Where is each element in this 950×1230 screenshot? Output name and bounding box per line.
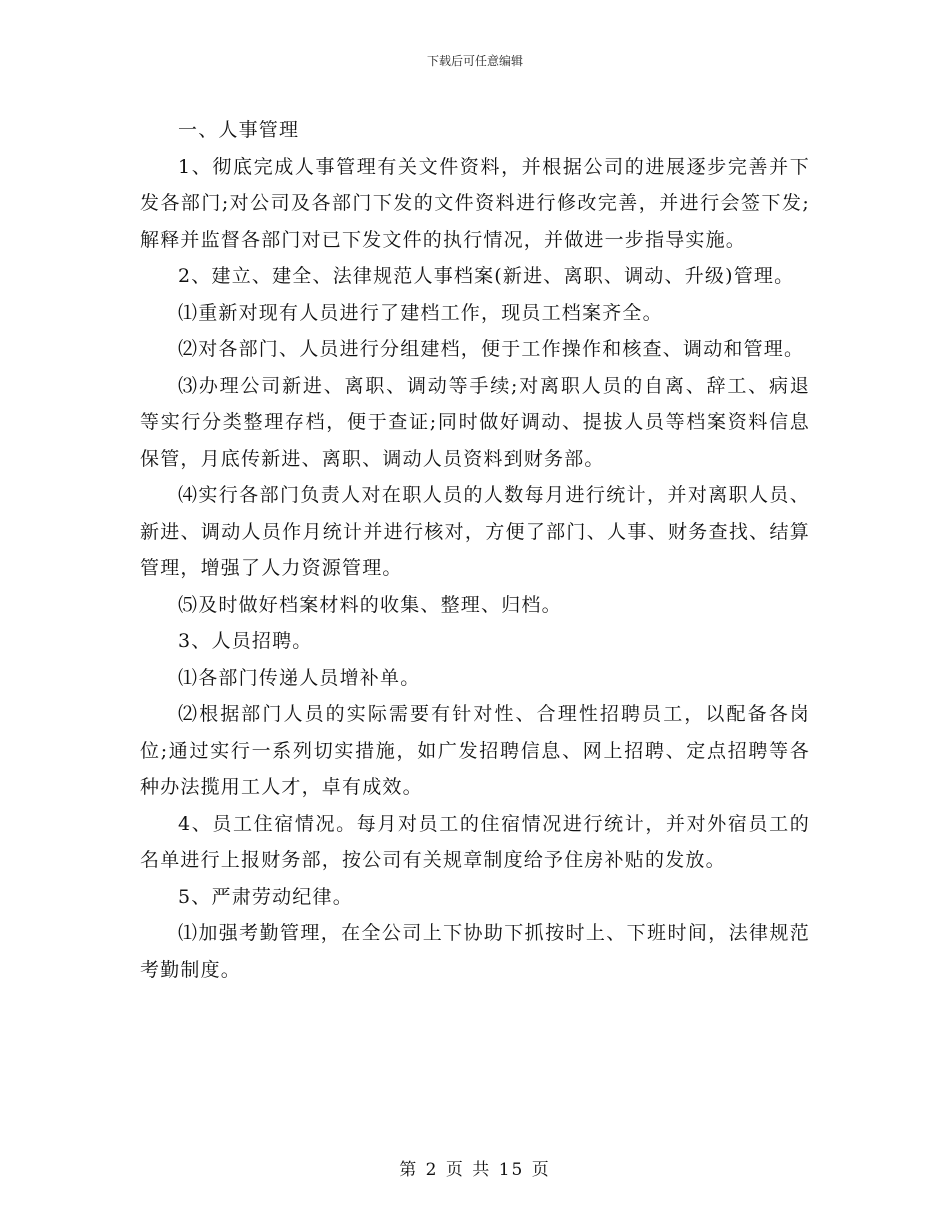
paragraph-item-5: 5、严肃劳动纪律。	[178, 885, 353, 908]
paragraph-subitem-2-1: ⑴重新对现有人员进行了建档工作，现员工档案齐全。	[178, 301, 663, 324]
paragraph-item-3: 3、人员招聘。	[178, 630, 313, 652]
page-header: 下载后可任意编辑	[426, 54, 523, 68]
paragraph-subitem-2-2: ⑵对各部门、人员进行分组建档，便于工作操作和核查、调动和管理。	[178, 338, 805, 360]
paragraph-subitem-3-1: ⑴各部门传递人员增补单。	[178, 666, 421, 689]
document-body	[140, 112, 810, 988]
paragraph-item-1: 1、彻底完成人事管理有关文件资料，并根据公司的进展逐步完善并下发各部门;对公司及各部门下发的文件资料进行修改完善，并进行会签下发;解释并监督各部门对已下发文件的执行情况，并做进一步指导实施。	[140, 155, 810, 251]
paragraph-subitem-2-4: ⑷实行各部门负责人对在职人员的人数每月进行统计，并对离职人员、新进、调动人员作月统计并进行核对，方便了部门、人事、财务查找、结算管理，增强了人力资源管理。	[140, 484, 810, 579]
paragraph-subitem-3-2: ⑵根据部门人员的实际需要有针对性、合理性招聘员工，以配备各岗位;通过实行一系列切实措施，如广发招聘信息、网上招聘、定点招聘等各种办法揽用工人才，卓有成效。	[140, 703, 810, 798]
paragraph-subitem-2-3: ⑶办理公司新进、离职、调动等手续;对离职人员的自离、辞工、病退等实行分类整理存档，便于查证;同时做好调动、提拔人员等档案资料信息保管，月底传新进、离职、调动人员资料到财务部。	[140, 374, 810, 470]
page-number-footer: 第 2 页 共 15 页	[399, 1160, 551, 1180]
paragraph-item-4: 4、员工住宿情况。每月对员工的住宿情况进行统计，并对外宿员工的名单进行上报财务部，按公司有关规章制度给予住房补贴的发放。	[140, 812, 810, 871]
paragraph-subitem-2-5: ⑸及时做好档案材料的收集、整理、归档。	[178, 593, 562, 616]
paragraph-item-2: 2、建立、建全、法律规范人事档案(新进、离职、调动、升级)管理。	[178, 265, 795, 287]
section-heading-personnel: 一、人事管理	[178, 119, 300, 141]
paragraph-subitem-5-1: ⑴加强考勤管理，在全公司上下协助下抓按时上、下班时间，法律规范考勤制度。	[140, 922, 810, 981]
